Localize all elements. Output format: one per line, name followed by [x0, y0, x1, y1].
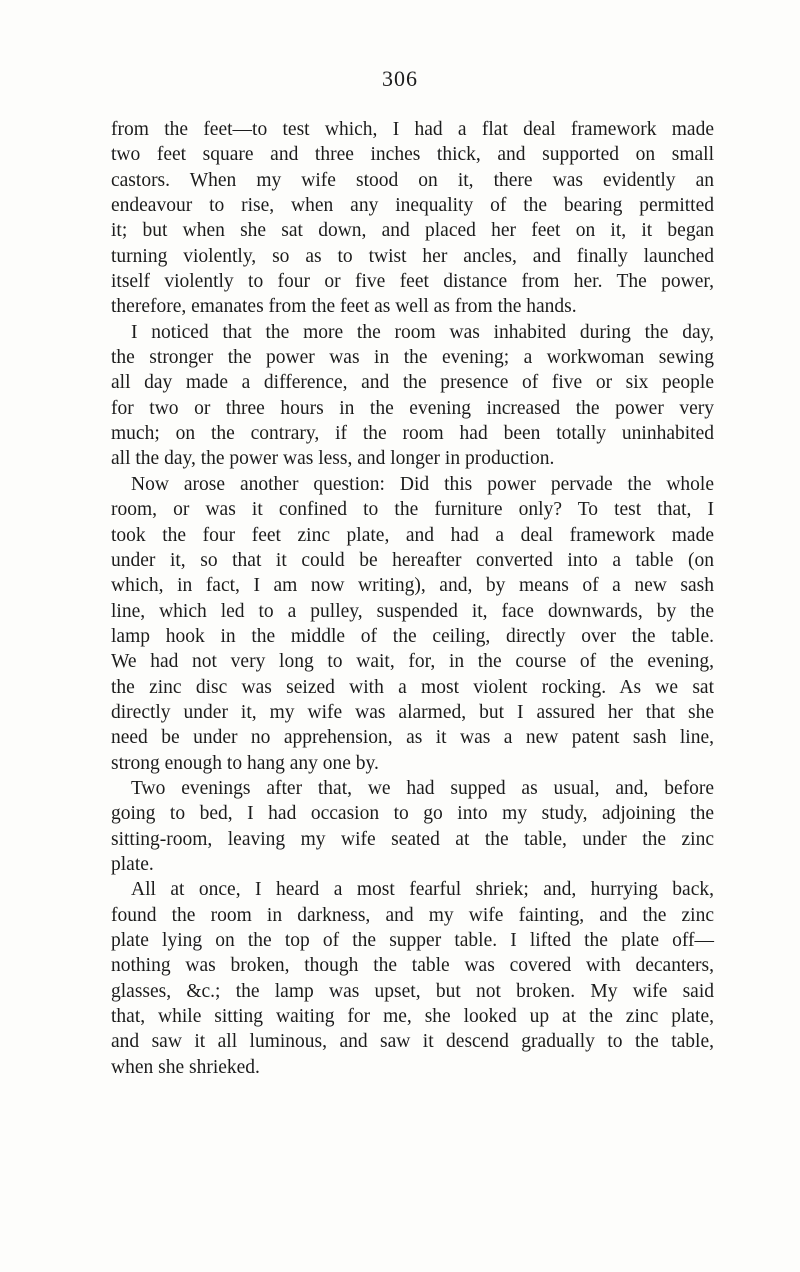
text-line: castors. When my wife stood on it, there was evidently an [111, 169, 714, 191]
text-line: need be under no apprehension, as it was a new patent sash line, [111, 727, 714, 749]
text-line: plate. [111, 853, 154, 875]
text-line: turning violently, so as to twist her ancles, and finally launched [111, 245, 714, 267]
text-line: itself violently to four or five feet distance from her. The power, [111, 271, 714, 293]
text-line: took the four feet zinc plate, and had a deal framework made [111, 524, 714, 546]
text-line: two feet square and three inches thick, and supported on small [111, 144, 714, 166]
text-line: which, in fact, I am now writing), and, by means of a new sash [111, 575, 714, 597]
text-line: under it, so that it could be hereafter converted into a table (on [111, 549, 714, 571]
text-line: All at once, I heard a most fearful shriek; and, hurrying back, [131, 879, 714, 901]
text-line: strong enough to hang any one by. [111, 752, 379, 774]
text-line: all the day, the power was less, and longer in production. [111, 448, 555, 470]
text-line: it; but when she sat down, and placed her feet on it, it began [111, 220, 714, 242]
text-line: much; on the contrary, if the room had been totally uninhabited [111, 423, 714, 445]
text-line: the stronger the power was in the evening; a workwoman sewing [111, 347, 714, 369]
text-line: sitting-room, leaving my wife seated at the table, under the zinc [111, 828, 714, 850]
text-line: found the room in darkness, and my wife fainting, and the zinc [111, 904, 714, 926]
page-number: 306 [382, 66, 418, 91]
text-line: all day made a difference, and the presence of five or six people [111, 372, 714, 394]
text-line: going to bed, I had occasion to go into my study, adjoining the [111, 803, 714, 825]
text-line: glasses, &c.; the lamp was upset, but not broken. My wife said [111, 980, 714, 1002]
text-line: room, or was it confined to the furniture only? To test that, I [111, 499, 714, 521]
text-line: nothing was broken, though the table was covered with decanters, [111, 955, 714, 977]
text-line: I noticed that the more the room was inhabited during the day, [131, 321, 714, 343]
text-line: directly under it, my wife was alarmed, but I assured her that she [111, 701, 714, 723]
text-line: lamp hook in the middle of the ceiling, directly over the table. [111, 625, 714, 647]
text-line: and saw it all luminous, and saw it descend gradually to the table, [111, 1031, 714, 1053]
text-line: therefore, emanates from the feet as well as from the hands. [111, 296, 577, 318]
text-line: plate lying on the top of the supper table. I lifted the plate off— [111, 930, 714, 951]
text-line: endeavour to rise, when any inequality of the bearing permitted [111, 195, 714, 217]
text-line: Now arose another question: Did this power pervade the whole [131, 473, 714, 495]
text-line: from the feet—to test which, I had a flat deal framework made [111, 119, 714, 140]
text-line: when she shrieked. [111, 1056, 260, 1078]
body-text [111, 117, 714, 1080]
text-line: We had not very long to wait, for, in the course of the evening, [111, 651, 714, 673]
text-line: line, which led to a pulley, suspended it, face downwards, by the [111, 600, 714, 622]
text-line: for two or three hours in the evening increased the power very [111, 397, 714, 419]
text-line: that, while sitting waiting for me, she looked up at the zinc plate, [111, 1006, 714, 1028]
text-line: the zinc disc was seized with a most violent rocking. As we sat [111, 676, 714, 698]
text-line: Two evenings after that, we had supped as usual, and, before [131, 777, 714, 799]
